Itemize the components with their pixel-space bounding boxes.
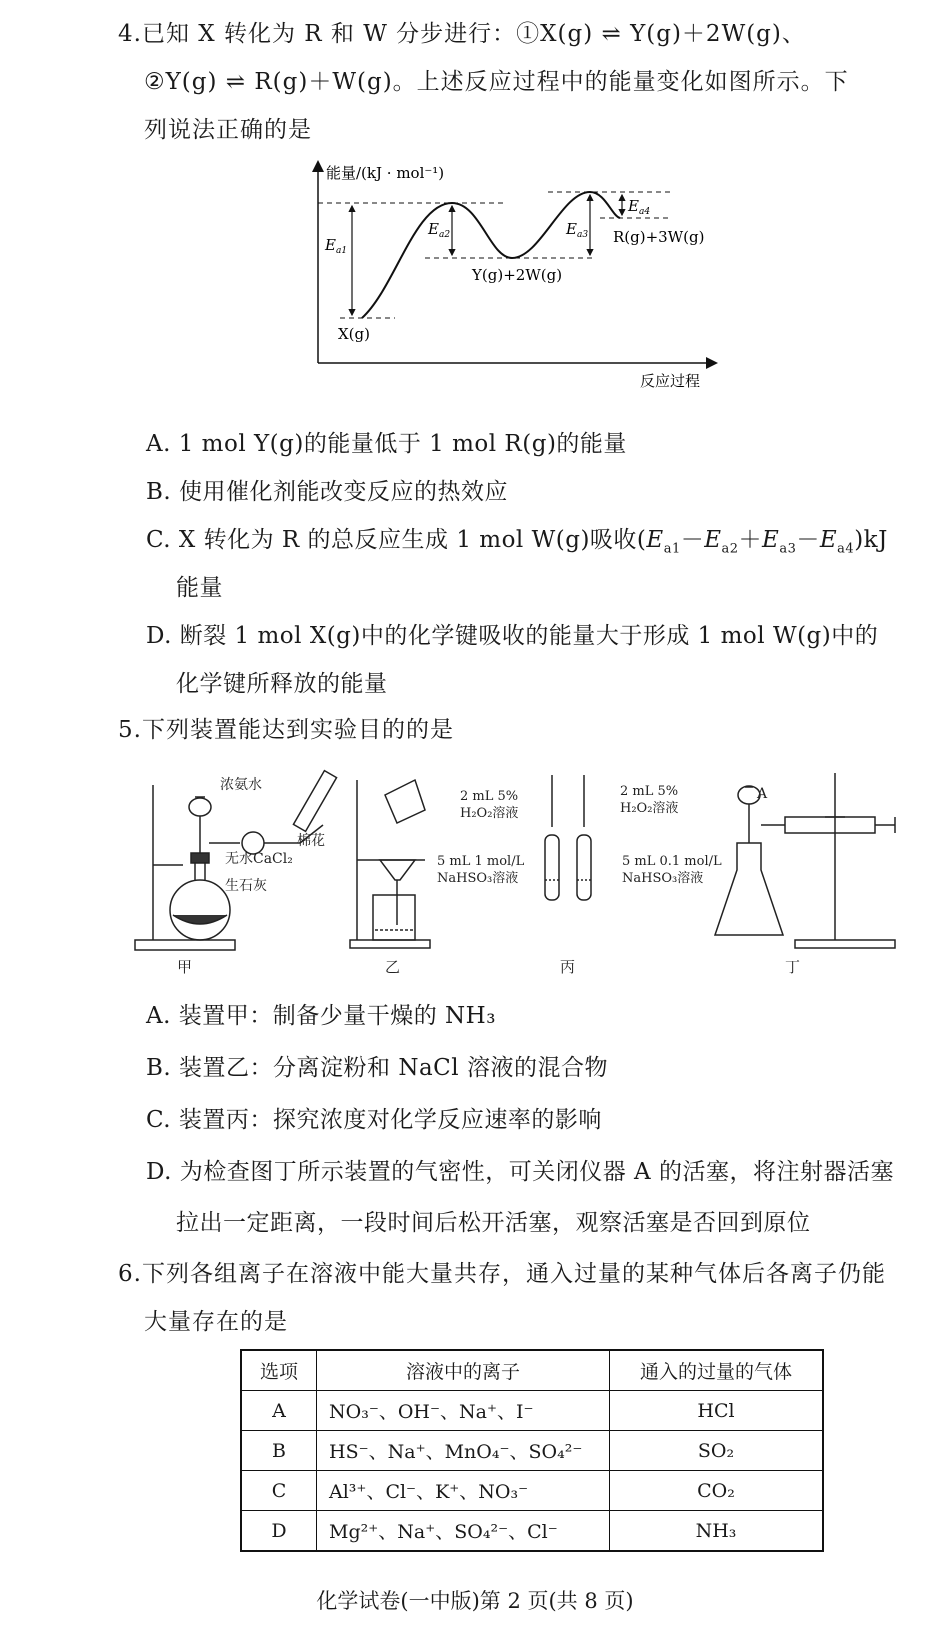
apparatus-bing	[545, 775, 591, 900]
q5-option-d: D. 为检查图丁所示装置的气密性，可关闭仪器 A 的活塞，将注射器活塞 拉出一定距离，一段时间后松开活塞，观察活塞是否回到原位	[146, 1159, 894, 1236]
energy-diagram	[300, 158, 740, 398]
table-row: C Al³⁺、Cl⁻、K⁺、NO₃⁻ CO₂	[241, 1471, 823, 1511]
ea4-label: $E_{a4}$	[628, 197, 651, 217]
label-lime: 生石灰	[225, 878, 267, 894]
q4-stem-line1: 4.已知 X 转化为 R 和 W 分步进行：①X(g) ⇌ Y(g)＋2W(g)、	[118, 21, 806, 47]
svg-text:2 mL 5%: 2 mL 5%	[460, 789, 519, 804]
page-footer: 化学试卷(一中版)第 2 页(共 8 页)	[316, 1589, 634, 1613]
label-bing: 丙	[560, 958, 576, 976]
x-axis-label: 反应过程	[640, 372, 701, 390]
apparatus-ding	[715, 773, 895, 948]
ions-table	[240, 1349, 824, 1552]
label-ding: 丁	[785, 958, 801, 976]
y-2w-label: Y(g)+2W(g)	[472, 266, 563, 284]
label-ammonia: 浓氨水	[220, 777, 262, 793]
q6-stem-line2: 大量存在的是	[144, 1309, 288, 1335]
y-axis-label: 能量/(kJ · mol⁻¹)	[326, 164, 445, 182]
label-yi: 乙	[385, 958, 401, 976]
label-cotton: 棉花	[297, 833, 325, 849]
svg-text:NaHSO₃溶液: NaHSO₃溶液	[437, 871, 519, 886]
label-a: A	[757, 786, 768, 802]
svg-text:2 mL 5%: 2 mL 5%	[620, 784, 679, 799]
table-header-row: 选项 溶液中的离子 通入的过量的气体	[241, 1350, 823, 1391]
q5-option-c: C. 装置丙：探究浓度对化学反应速率的影响	[146, 1107, 602, 1133]
q6-stem-line1: 6.下列各组离子在溶液中能大量共存，通入过量的某种气体后各离子仍能	[118, 1261, 886, 1287]
q5-option-b: B. 装置乙：分离淀粉和 NaCl 溶液的混合物	[146, 1055, 608, 1081]
ea1-label: $E_{a1}$	[325, 236, 348, 256]
q4-stem-line2: ②Y(g) ⇌ R(g)＋W(g)。上述反应过程中的能量变化如图所示。下	[144, 69, 849, 95]
q4-option-c: C. X 转化为 R 的总反应生成 1 mol W(g)吸收$(E_{a1}-E_{a2}+E_{a3}-E_{a4})kJ$ 能量	[146, 527, 888, 601]
table-row: D Mg²⁺、Na⁺、SO₄²⁻、Cl⁻ NH₃	[241, 1511, 823, 1552]
energy-curve	[362, 192, 620, 318]
r-3w-label: R(g)+3W(g)	[613, 228, 705, 246]
label-jia: 甲	[177, 958, 193, 976]
q4-option-d: D. 断裂 1 mol X(g)中的化学键吸收的能量大于形成 1 mol W(g)中的 化学键所释放的能量	[146, 623, 879, 697]
svg-text:H₂O₂溶液: H₂O₂溶液	[620, 801, 679, 816]
ea2-label: $E_{a2}$	[428, 220, 451, 240]
table-row: B HS⁻、Na⁺、MnO₄⁻、SO₄²⁻ SO₂	[241, 1431, 823, 1471]
apparatus-figure	[125, 765, 925, 980]
q5-stem: 5.下列装置能达到实验目的的是	[118, 717, 454, 743]
q4-option-a: A. 1 mol Y(g)的能量低于 1 mol R(g)的能量	[146, 431, 627, 457]
apparatus-yi	[350, 780, 430, 948]
table-row: A NO₃⁻、OH⁻、Na⁺、I⁻ HCl	[241, 1391, 823, 1431]
svg-text:5 mL 1 mol/L: 5 mL 1 mol/L	[437, 854, 525, 869]
q4-stem-line3: 列说法正确的是	[144, 117, 312, 143]
label-cacl2: 无水CaCl₂	[225, 851, 293, 867]
q5-option-a: A. 装置甲：制备少量干燥的 NH₃	[146, 1003, 496, 1029]
ea3-label: $E_{a3}$	[566, 220, 589, 240]
svg-text:5 mL 0.1 mol/L: 5 mL 0.1 mol/L	[622, 854, 722, 869]
svg-text:H₂O₂溶液: H₂O₂溶液	[460, 806, 519, 821]
x-g-label: X(g)	[338, 325, 370, 343]
q4-option-b: B. 使用催化剂能改变反应的热效应	[146, 479, 509, 505]
svg-text:NaHSO₃溶液: NaHSO₃溶液	[622, 871, 704, 886]
